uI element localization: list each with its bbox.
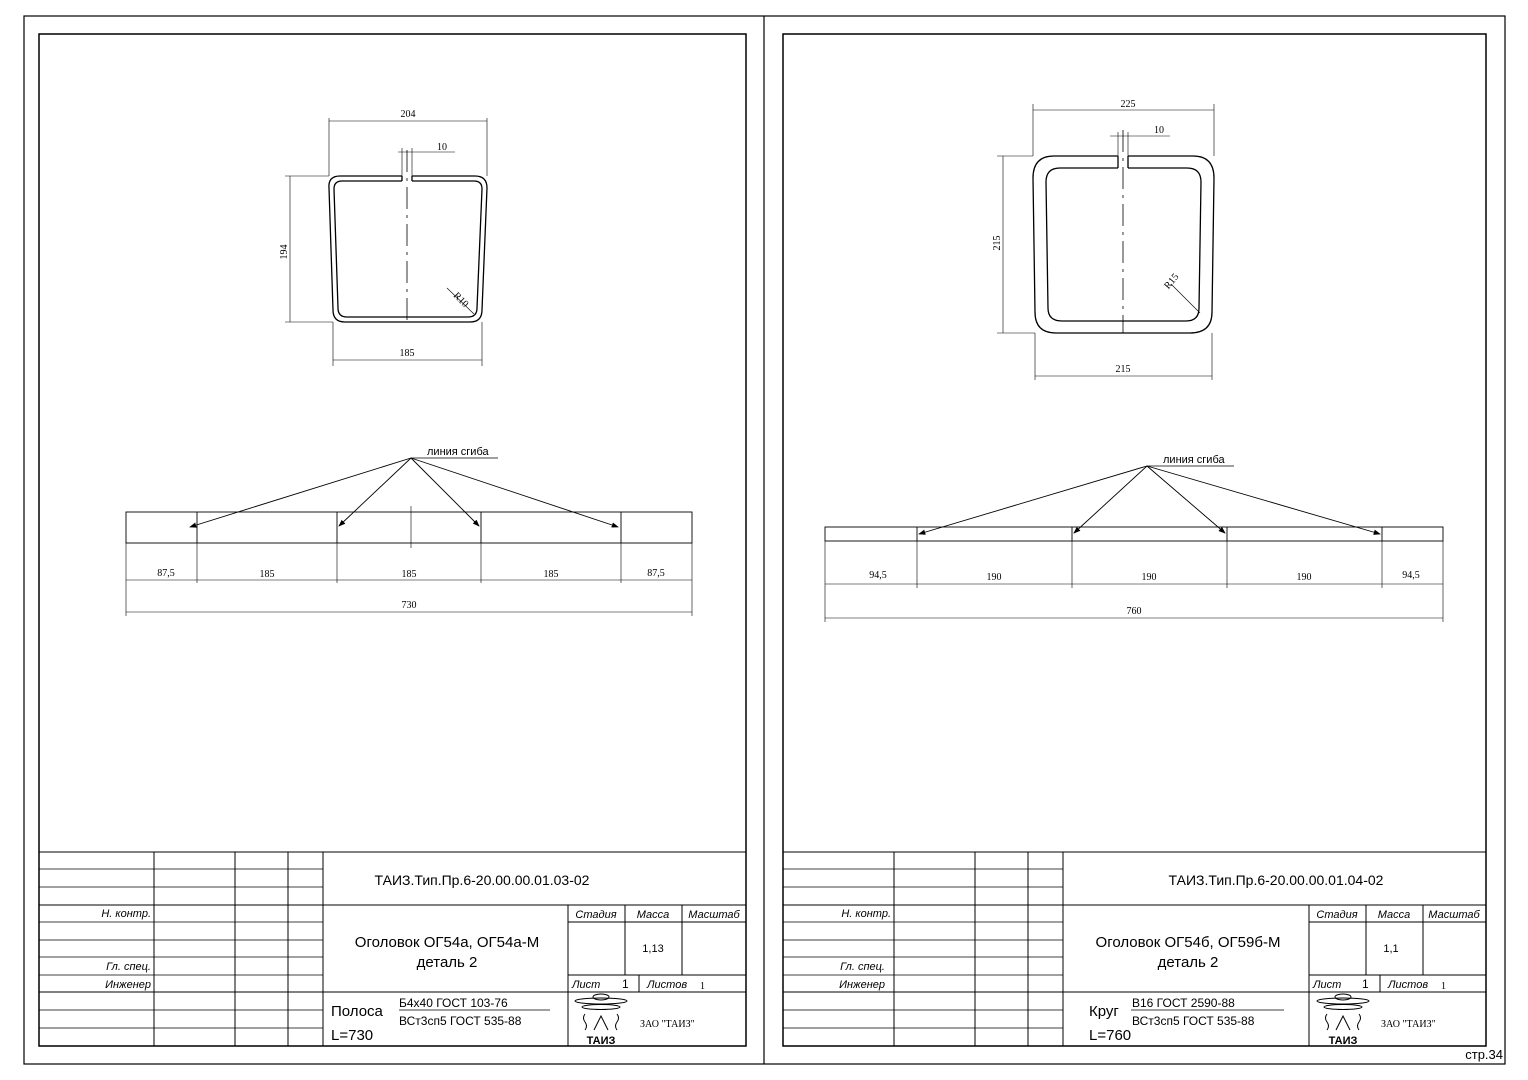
segment-5: 94,5 [1402, 570, 1420, 581]
sheet-value: 1 [622, 977, 629, 991]
length-value: L=760 [1089, 1027, 1132, 1044]
page-number: стр.34 [1465, 1047, 1503, 1062]
logo-text: ТАИЗ [1328, 1035, 1358, 1047]
sheet-1 [39, 34, 746, 1047]
sheets-value: 1 [1441, 981, 1446, 992]
material-top: В16 ГОСТ 2590-88 [1132, 996, 1235, 1010]
material-type: Полоса [331, 1003, 383, 1020]
dim-width-top: 204 [400, 109, 416, 120]
role-engineer: Инженер [105, 979, 151, 991]
role-gl-spec: Гл. спец. [106, 961, 151, 973]
sheets-label: Листов [1388, 979, 1429, 991]
role-gl-spec: Гл. спец. [840, 961, 885, 973]
part-name-line1: Оголовок ОГ54а, ОГ54а-М [354, 934, 540, 951]
dim-width-bottom: 185 [399, 348, 415, 359]
sheet-1-frame [39, 34, 746, 1046]
segment-5: 87,5 [647, 568, 665, 579]
dim-gap: 10 [1154, 125, 1164, 136]
material-bottom: ВСт3сп5 ГОСТ 535-88 [399, 1014, 522, 1028]
logo-text: ТАИЗ [586, 1035, 616, 1047]
part-name-line1: Оголовок ОГ54б, ОГ59б-М [1095, 934, 1281, 951]
mass-label: Масса [1377, 909, 1411, 921]
mass-value: 1,1 [1383, 943, 1399, 955]
role-n-kontr: Н. контр. [841, 908, 891, 920]
dim-height: 194 [279, 244, 290, 260]
segment-2: 185 [259, 569, 275, 580]
sheet-label: Лист [1313, 979, 1342, 991]
length-value: L=730 [331, 1027, 374, 1044]
segment-3: 185 [401, 569, 417, 580]
segment-2: 190 [986, 572, 1002, 583]
dim-height: 215 [992, 235, 1003, 251]
sheet-2 [783, 34, 1486, 1047]
dim-gap: 10 [437, 142, 447, 153]
total-length: 730 [401, 600, 417, 611]
profile-drawing-1 [285, 118, 487, 366]
dim-width-bottom: 215 [1115, 364, 1131, 375]
profile-drawing-2 [997, 104, 1214, 380]
segment-4: 190 [1296, 572, 1312, 583]
sheets-label: Листов [647, 979, 688, 991]
doc-code: ТАИЗ.Тип.Пр.6-20.00.00.01.04-02 [1168, 872, 1384, 888]
bend-line-label: линия сгиба [427, 446, 489, 458]
scale-label: Масштаб [1428, 909, 1480, 921]
segment-4: 185 [543, 569, 559, 580]
total-length: 760 [1126, 606, 1142, 617]
part-name-line2: деталь 2 [416, 954, 478, 971]
dim-width-top: 225 [1120, 99, 1136, 110]
part-name-line2: деталь 2 [1157, 954, 1219, 971]
sheet-value: 1 [1362, 977, 1369, 991]
doc-code: ТАИЗ.Тип.Пр.6-20.00.00.01.03-02 [374, 872, 590, 888]
material-top: Б4х40 ГОСТ 103-76 [399, 996, 508, 1010]
dim-radius: R10 [450, 290, 471, 310]
role-n-kontr: Н. контр. [101, 908, 151, 920]
development-drawing-2 [825, 466, 1443, 622]
company-name: ЗАО "ТАИЗ" [640, 1019, 695, 1030]
mass-label: Масса [636, 909, 670, 921]
sheets-value: 1 [700, 981, 705, 992]
stage-label: Стадия [575, 909, 617, 921]
sheet-2-frame [783, 34, 1486, 1046]
dim-radius: R15 [1162, 271, 1182, 292]
segment-1: 94,5 [869, 570, 887, 581]
segment-1: 87,5 [157, 568, 175, 579]
development-drawing-1 [126, 458, 692, 616]
company-name: ЗАО "ТАИЗ" [1381, 1019, 1436, 1030]
mass-value: 1,13 [642, 943, 664, 955]
material-bottom: ВСт3сп5 ГОСТ 535-88 [1132, 1014, 1255, 1028]
bend-line-label: линия сгиба [1163, 454, 1225, 466]
scale-label: Масштаб [688, 909, 740, 921]
role-engineer: Инженер [839, 979, 885, 991]
segment-3: 190 [1141, 572, 1157, 583]
sheet-label: Лист [572, 979, 601, 991]
material-type: Круг [1089, 1003, 1119, 1020]
stage-label: Стадия [1316, 909, 1358, 921]
company-logo [1317, 994, 1369, 1030]
